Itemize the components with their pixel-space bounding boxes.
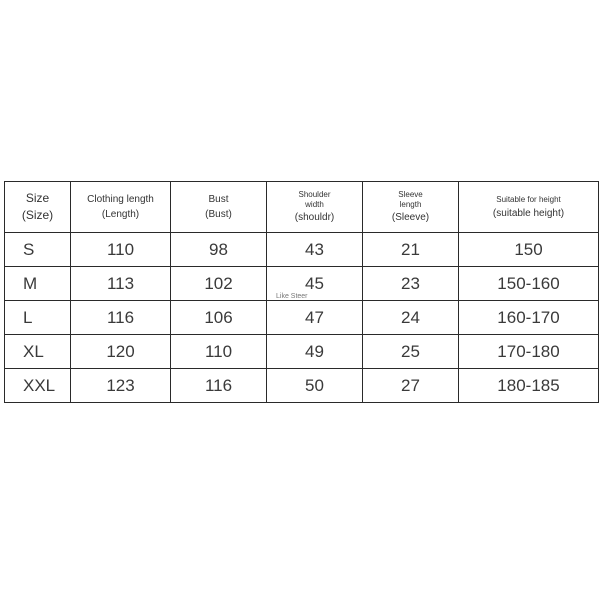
header-clothing-length: [71, 182, 171, 233]
header-size-label: Size: [25, 191, 50, 205]
header-clothing-length-label: Clothing length: [87, 194, 154, 205]
header-bust-label: Bust: [208, 194, 229, 205]
cell-sleeve: 27: [363, 369, 459, 403]
cell-height: 150-160: [459, 267, 599, 301]
cell-bust: 110: [171, 335, 267, 369]
table-row: [5, 301, 599, 335]
table-header-row: [5, 182, 599, 233]
table-row: [5, 335, 599, 369]
header-size: [5, 182, 71, 233]
header-height-label: Suitable for height: [496, 195, 561, 204]
header-sleeve-sub: (Sleeve): [391, 211, 430, 223]
cell-size: L: [5, 301, 71, 335]
cell-size: XL: [5, 335, 71, 369]
cell-height: 180-185: [459, 369, 599, 403]
cell-size: M: [5, 267, 71, 301]
overlay-watermark-text: Like Steer: [276, 293, 308, 300]
header-suitable-height: [459, 182, 599, 233]
cell-sleeve: 21: [363, 233, 459, 267]
header-sleeve-length: [363, 182, 459, 233]
cell-sleeve: 23: [363, 267, 459, 301]
header-shoulder-sub: (shouldr): [294, 211, 335, 223]
cell-size: XXL: [5, 369, 71, 403]
cell-length: 110: [71, 233, 171, 267]
table-row: [5, 233, 599, 267]
cell-height: 150: [459, 233, 599, 267]
cell-bust: 116: [171, 369, 267, 403]
header-size-sub: (Size): [21, 208, 54, 222]
cell-bust: 106: [171, 301, 267, 335]
cell-size: S: [5, 233, 71, 267]
header-sleeve-label-2: length: [399, 199, 422, 209]
header-bust: [171, 182, 267, 233]
cell-sleeve: 25: [363, 335, 459, 369]
cell-length: 116: [71, 301, 171, 335]
cell-shoulder: 45: [267, 267, 363, 301]
table-row: [5, 369, 599, 403]
cell-bust: 98: [171, 233, 267, 267]
cell-bust: 102: [171, 267, 267, 301]
cell-shoulder: 49: [267, 335, 363, 369]
cell-height: 170-180: [459, 335, 599, 369]
header-shoulder-label: Shoulder: [298, 189, 331, 199]
header-height-sub: (suitable height): [492, 208, 565, 219]
cell-length: 113: [71, 267, 171, 301]
cell-shoulder: 50: [267, 369, 363, 403]
cell-length: 120: [71, 335, 171, 369]
cell-shoulder: 43: [267, 233, 363, 267]
cell-sleeve: 24: [363, 301, 459, 335]
header-shoulder-width: [267, 182, 363, 233]
header-clothing-length-sub: (Length): [101, 209, 140, 220]
cell-height: 160-170: [459, 301, 599, 335]
size-chart-table: [4, 181, 599, 403]
cell-shoulder: 47: [267, 301, 363, 335]
header-bust-sub: (Bust): [205, 209, 232, 220]
header-sleeve-label: Sleeve: [398, 189, 423, 199]
cell-length: 123: [71, 369, 171, 403]
header-shoulder-label-2: width: [305, 199, 324, 209]
